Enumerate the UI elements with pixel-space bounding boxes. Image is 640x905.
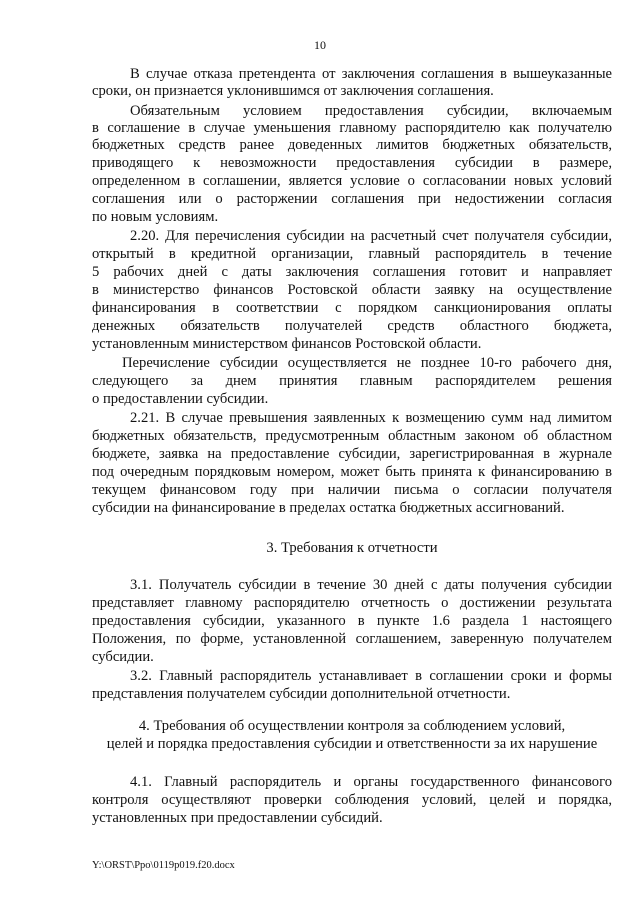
text-line: установленных при предоставлении субсидий. xyxy=(92,810,383,826)
text-line: представления получателем субсидии дополнительной отчетности. xyxy=(92,686,511,702)
text-line: бюджете, заявка на предоставление субсидии, зарегистрированная в журнале xyxy=(92,446,612,462)
text-line: 5 рабочих дней с даты заключения соглашения готовит и направляет xyxy=(92,264,612,280)
section-heading: 3. Требования к отчетности xyxy=(266,540,438,556)
text-line: финансирования в соответствии с порядком санкционирования оплаты xyxy=(92,300,612,316)
text-line: приводящего к невозможности предоставления субсидии в размере, xyxy=(92,155,612,171)
text-line: в министерство финансов Ростовской области заявку на осуществление xyxy=(92,282,612,298)
text-line: бюджетных средств ранее доведенных лимитов бюджетных обязательств, xyxy=(92,137,612,153)
text-line: 3.2. Главный распорядитель устанавливает в соглашении сроки и формы xyxy=(130,668,612,684)
section-heading: целей и порядка предоставления субсидии и ответственности за их нарушение xyxy=(106,736,598,752)
text-line: представляет главному распорядителю отчетность о достижении результата xyxy=(92,595,612,611)
text-line: текущем финансовом году при наличии письма о согласии получателя xyxy=(92,482,612,498)
text-line: сроки, он признается уклонившимся от заключения соглашения. xyxy=(92,83,494,99)
text-line: 3.1. Получатель субсидии в течение 30 дней с даты получения субсидии xyxy=(130,577,612,593)
page-number: 10 xyxy=(314,38,326,52)
text-line: о предоставлении субсидии. xyxy=(92,391,269,407)
text-line: в соглашение в случае уменьшения главному распорядителю как получателю xyxy=(92,120,612,136)
text-line: предоставления субсидии, указанного в пункте 1.6 раздела 1 настоящего xyxy=(92,613,612,629)
text-line: следующего за днем принятия главным распорядителем решения xyxy=(92,373,612,389)
text-line: определенном в соглашении, является условие о согласовании новых условий xyxy=(92,173,612,189)
text-line: Перечисление субсидии осуществляется не позднее 10-го рабочего дня, xyxy=(122,355,612,371)
text-line: денежных обязательств получателей средств областного бюджета, xyxy=(92,318,612,334)
text-line: по новым условиям. xyxy=(92,209,219,225)
file-path-footer: Y:\ORST\Ppo\0119p019.f20.docx xyxy=(92,860,235,871)
text-line: открытый в кредитной организации, главный распорядитель в течение xyxy=(92,246,612,262)
section-heading: 4. Требования об осуществлении контроля за соблюдением условий, xyxy=(138,718,566,734)
text-line: соглашения или о расторжении соглашения при недостижении согласия xyxy=(92,191,612,207)
text-line: установленным министерством финансов Ростовской области. xyxy=(92,336,482,352)
text-line: 2.21. В случае превышения заявленных к возмещению сумм над лимитом xyxy=(130,410,612,426)
text-line: Обязательным условием предоставления субсидии, включаемым xyxy=(130,103,612,119)
text-line: под очередным порядковым номером, может быть принята к финансированию в xyxy=(92,464,612,480)
text-line: Положения, по форме, установленной соглашением, заверенную получателем xyxy=(92,631,612,647)
text-line: В случае отказа претендента от заключения соглашения в вышеуказанные xyxy=(130,66,612,82)
text-line: субсидии на финансирование в пределах остатка бюджетных ассигнований. xyxy=(92,500,565,516)
text-line: 2.20. Для перечисления субсидии на расчетный счет получателя субсидии, xyxy=(130,228,612,244)
text-line: бюджетных обязательств, предусмотренным областным законом об областном xyxy=(92,428,612,444)
text-line: контроля осуществляют проверки соблюдения условий, целей и порядка, xyxy=(92,792,612,808)
text-line: субсидии. xyxy=(92,649,154,665)
text-line: 4.1. Главный распорядитель и органы государственного финансового xyxy=(130,774,612,790)
